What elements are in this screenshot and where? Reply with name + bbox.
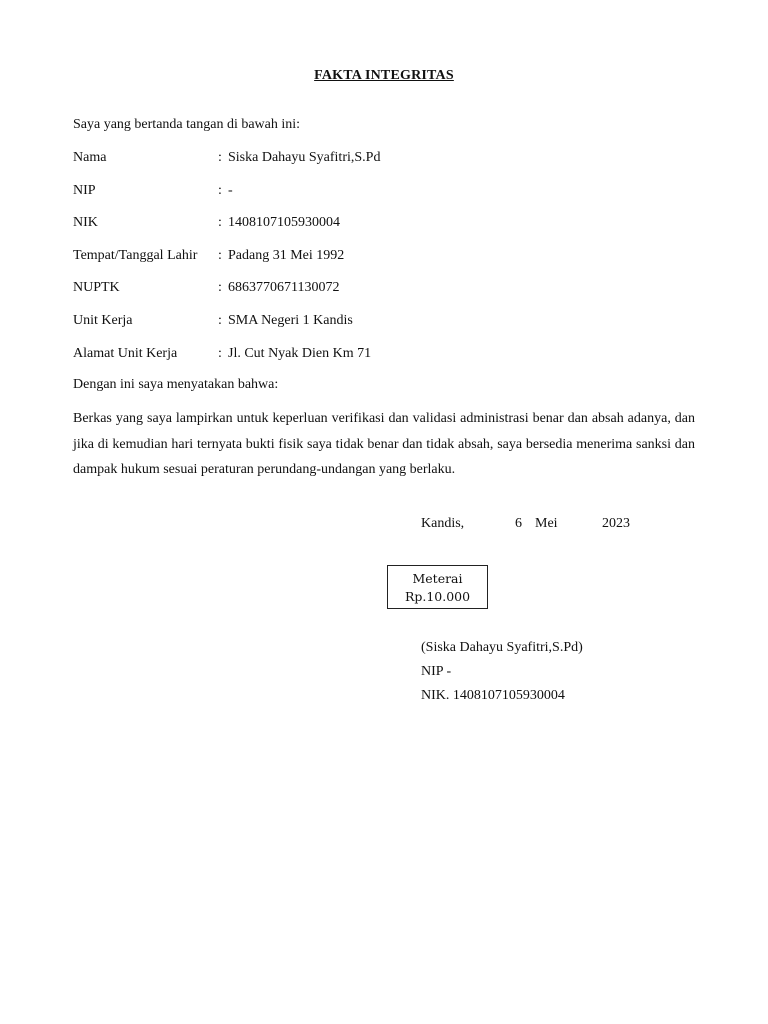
field-value: Padang 31 Mei 1992 <box>228 247 345 263</box>
field-separator: : <box>218 182 222 198</box>
stamp-label: Meterai <box>412 571 463 586</box>
stamp-amount: Rp.10.000 <box>404 589 471 604</box>
field-separator: : <box>218 215 222 231</box>
field-separator: : <box>218 345 222 361</box>
field-label: Unit Kerja <box>73 312 133 328</box>
field-separator: : <box>218 150 222 165</box>
document-title: FAKTA INTEGRITAS <box>314 68 454 83</box>
statement-lead: Dengan ini saya menyatakan bahwa: <box>73 377 279 392</box>
date-year: 2023 <box>602 516 630 531</box>
signer-name: (Siska Dahayu Syafitri,S.Pd) <box>421 640 583 655</box>
field-label: Tempat/Tanggal Lahir <box>73 247 198 263</box>
field-label: NIK <box>73 215 98 231</box>
date-day: 6 <box>515 516 522 531</box>
field-value: - <box>228 182 233 198</box>
field-label: NUPTK <box>73 280 120 296</box>
signer-nip: NIP - <box>421 664 452 679</box>
place: Kandis, <box>421 516 465 531</box>
field-label: NIP <box>73 182 96 198</box>
place-date <box>421 516 681 536</box>
field-separator: : <box>218 247 222 263</box>
field-value: 1408107105930004 <box>228 215 340 231</box>
field-value: Siska Dahayu Syafitri,S.Pd <box>228 150 381 165</box>
field-label: Alamat Unit Kerja <box>73 345 178 361</box>
field-value: Jl. Cut Nyak Dien Km 71 <box>228 345 372 361</box>
intro-text: Saya yang bertanda tangan di bawah ini: <box>73 117 301 132</box>
field-label: Nama <box>73 150 107 165</box>
field-value: 6863770671130072 <box>228 280 340 296</box>
field-value: SMA Negeri 1 Kandis <box>228 312 353 328</box>
field-separator: : <box>218 312 222 328</box>
statement-body: Berkas yang saya lampirkan untuk keperluan verifikasi dan validasi administrasi benar dan absah adanya, dan jika di kemudian hari ternyata bukti fisik saya tidak benar dan tidak absah, saya bersedia menerima sanksi dan dampak hukum sesuai peraturan perundang-undangan yang berlaku. <box>73 411 695 477</box>
date-month: Mei <box>535 516 558 531</box>
field-separator: : <box>218 280 222 296</box>
stamp-duty-box <box>387 565 488 609</box>
signer-nik: NIK. 1408107105930004 <box>421 688 565 703</box>
signer-block <box>421 636 583 708</box>
